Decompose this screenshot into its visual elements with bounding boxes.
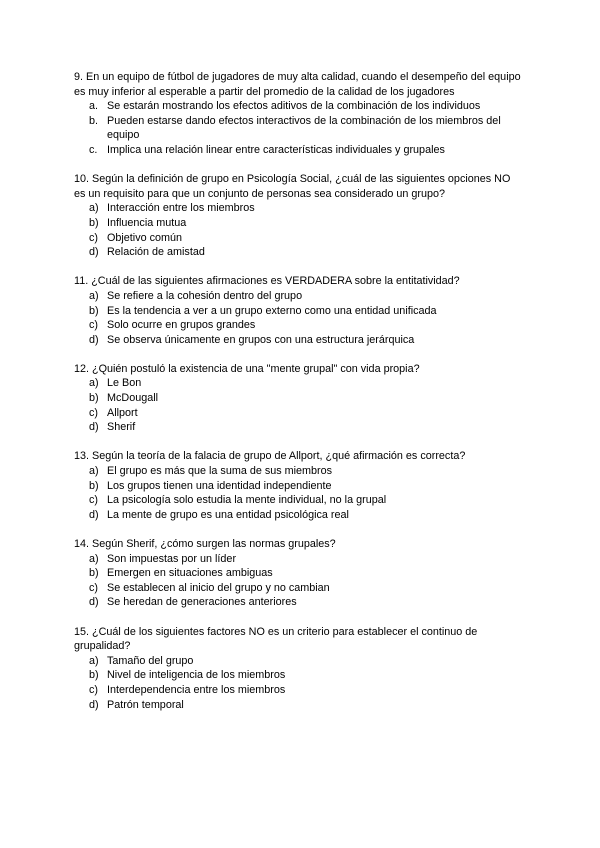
option-marker: b)	[89, 304, 99, 317]
options-list	[74, 654, 524, 712]
option-item	[74, 231, 524, 246]
option-text: Se establecen al inicio del grupo y no cambian	[107, 581, 330, 594]
option-item	[74, 99, 524, 114]
question-14	[74, 537, 524, 610]
option-marker: b)	[89, 479, 99, 492]
option-item	[74, 318, 524, 333]
options-list	[74, 464, 524, 522]
option-item	[74, 304, 524, 319]
question-10	[74, 172, 524, 260]
options-list	[74, 99, 524, 157]
question-text: 10. Según la definición de grupo en Psicología Social, ¿cuál de las siguientes opciones NO es un requisito para que un conjunto de personas sea considerado un grupo?	[74, 173, 511, 200]
option-text: Se refiere a la cohesión dentro del grupo	[107, 289, 303, 302]
option-marker: c)	[89, 494, 98, 507]
option-item	[74, 479, 524, 494]
option-item	[74, 552, 524, 567]
option-marker: d)	[89, 246, 99, 259]
options-list	[74, 552, 524, 610]
option-item	[74, 376, 524, 391]
question-text: 14. Según Sherif, ¿cómo surgen las normas grupales?	[74, 538, 336, 550]
option-text: Tamaño del grupo	[107, 654, 194, 667]
option-item	[74, 216, 524, 231]
option-item	[74, 420, 524, 435]
option-text: Se estarán mostrando los efectos aditivos de la combinación de los individuos	[107, 100, 481, 113]
option-marker: d)	[89, 508, 99, 521]
option-item	[74, 698, 524, 713]
option-marker: a.	[89, 100, 99, 113]
option-marker: d)	[89, 596, 99, 609]
option-text: Se heredan de generaciones anteriores	[107, 596, 297, 609]
option-text: Es la tendencia a ver a un grupo externo como una entidad unificada	[107, 304, 437, 317]
option-marker: a)	[89, 202, 99, 215]
option-marker: d)	[89, 698, 99, 711]
option-text: Allport	[107, 406, 138, 419]
option-marker: c)	[89, 683, 98, 696]
option-item	[74, 654, 524, 669]
option-text: Solo ocurre en grupos grandes	[107, 319, 256, 332]
question-text: 9. En un equipo de fútbol de jugadores de muy alta calidad, cuando el desempeño del equipo es muy inferior al esperable a partir del promedio de la calidad de los jugadores	[74, 71, 521, 98]
option-marker: a)	[89, 552, 99, 565]
option-marker: d)	[89, 421, 99, 434]
option-text: La mente de grupo es una entidad psicológica real	[107, 508, 349, 521]
question-15	[74, 625, 524, 713]
option-marker: c)	[89, 406, 98, 419]
option-text: Le Bon	[107, 377, 142, 390]
option-item	[74, 493, 524, 508]
option-marker: a)	[89, 377, 99, 390]
option-item	[74, 245, 524, 260]
option-item	[74, 406, 524, 421]
option-text: McDougall	[107, 392, 159, 405]
option-marker: d)	[89, 333, 99, 346]
question-text: 12. ¿Quién postuló la existencia de una "mente grupal" con vida propia?	[74, 362, 420, 375]
question-12	[74, 362, 524, 435]
options-list	[74, 289, 524, 347]
question-9	[74, 70, 524, 158]
option-text: Objetivo común	[107, 231, 183, 244]
option-item	[74, 566, 524, 581]
option-marker: c)	[89, 581, 98, 594]
option-marker: c)	[89, 231, 98, 244]
option-item	[74, 508, 524, 523]
option-item	[74, 114, 524, 143]
option-marker: b)	[89, 669, 99, 682]
question-text: 13. Según la teoría de la falacia de grupo de Allport, ¿qué afirmación es correcta?	[74, 450, 466, 463]
option-text: Sherif	[107, 421, 136, 434]
option-marker: c)	[89, 319, 98, 332]
option-item	[74, 668, 524, 683]
option-item	[74, 595, 524, 610]
option-text: Nivel de inteligencia de los miembros	[107, 669, 286, 682]
option-item	[74, 581, 524, 596]
question-text: 11. ¿Cuál de las siguientes afirmaciones es VERDADERA sobre la entitatividad?	[74, 275, 460, 288]
option-marker: a)	[89, 289, 99, 302]
question-13	[74, 449, 524, 522]
option-text: Emergen en situaciones ambiguas	[107, 567, 273, 580]
option-text: Influencia mutua	[107, 216, 187, 229]
option-text: Relación de amistad	[107, 246, 205, 259]
option-text: Pueden estarse dando efectos interactivos de la combinación de los miembros del equipo	[107, 114, 501, 142]
option-marker: b.	[89, 114, 99, 127]
options-list	[74, 376, 524, 434]
document-page	[74, 70, 524, 727]
option-marker: a)	[89, 654, 99, 667]
option-text: Interacción entre los miembros	[107, 202, 255, 215]
option-text: Interdependencia entre los miembros	[107, 683, 286, 696]
option-item	[74, 683, 524, 698]
option-marker: b)	[89, 392, 99, 405]
options-list	[74, 201, 524, 259]
option-text: Son impuestas por un líder	[107, 552, 237, 565]
option-marker: b)	[89, 216, 99, 229]
option-text: Patrón temporal	[107, 698, 184, 711]
question-text: 15. ¿Cuál de los siguientes factores NO es un criterio para establecer el continuo de grupalidad?	[74, 625, 478, 653]
option-marker: c.	[89, 143, 98, 156]
option-text: Implica una relación linear entre características individuales y grupales	[107, 143, 445, 156]
option-marker: a)	[89, 465, 99, 478]
option-item	[74, 201, 524, 216]
option-item	[74, 333, 524, 348]
option-text: Los grupos tienen una identidad independiente	[107, 479, 332, 492]
option-text: Se observa únicamente en grupos con una estructura jerárquica	[107, 333, 415, 346]
option-marker: b)	[89, 567, 99, 580]
option-item	[74, 464, 524, 479]
option-item	[74, 391, 524, 406]
option-text: La psicología solo estudia la mente individual, no la grupal	[107, 494, 387, 507]
question-11	[74, 274, 524, 347]
option-item	[74, 143, 524, 158]
option-item	[74, 289, 524, 304]
option-text: El grupo es más que la suma de sus miembros	[107, 465, 333, 478]
